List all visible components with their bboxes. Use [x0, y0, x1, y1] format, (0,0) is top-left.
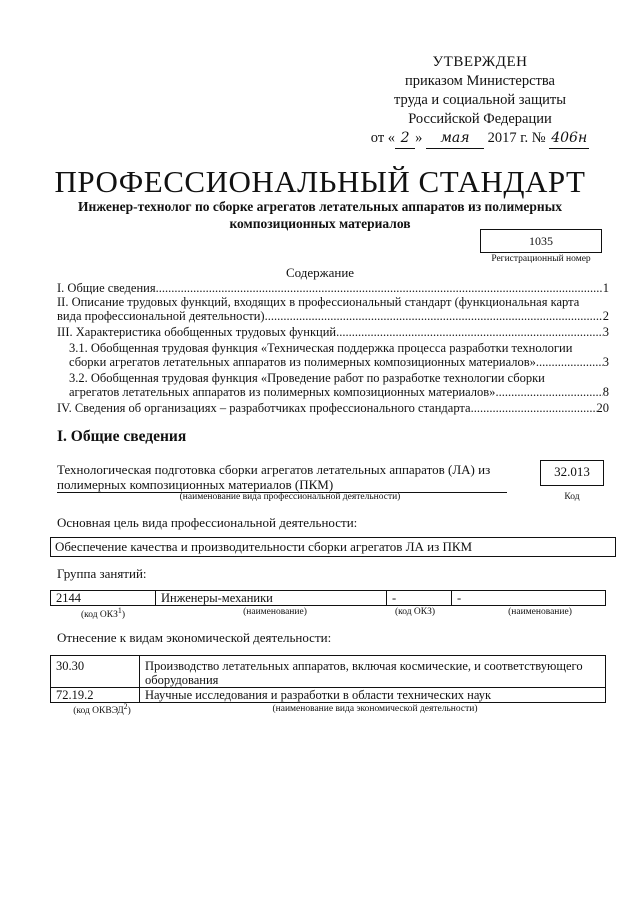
section-title: I. Общие сведения — [57, 428, 187, 445]
okved-label: Отнесение к видам экономической деятельности: — [57, 630, 332, 645]
toc-item-text-line1: 3.2. Обобщенная трудовая функция «Проведение работ по разработке технологии сборки — [69, 371, 545, 385]
toc-item-3-2[interactable] — [69, 371, 609, 399]
table-row — [51, 656, 606, 688]
page-subtitle: Инженер-технолог по сборке агрегатов летательных аппаратов из полимерных композиционных материалов — [78, 199, 562, 231]
toc-item-text: III. Характеристика обобщенных трудовых функций — [57, 325, 337, 339]
activity-code-caption: Код — [564, 492, 580, 502]
okz-code-2: - — [387, 591, 452, 606]
toc-item-4[interactable] — [57, 401, 609, 415]
toc-item-text: вида профессиональной деятельности) — [57, 309, 265, 323]
okved-caption-text: (код ОКВЭД — [73, 706, 124, 717]
okved-code-caption — [52, 702, 152, 716]
toc-heading: Содержание — [285, 265, 355, 280]
okz-code-caption — [58, 606, 148, 620]
okved-name: Научные исследования и разработки в области технических наук — [140, 688, 606, 703]
toc-item-page: 1 — [602, 281, 609, 295]
toc-item-3-1[interactable] — [69, 341, 609, 369]
approval-date-line — [360, 129, 600, 149]
footnote-mark[interactable]: 1 — [117, 606, 122, 615]
toc-item-page: 2 — [602, 309, 609, 323]
okz-caption-end: ) — [121, 610, 126, 621]
okz-name-1: Инженеры-механики — [156, 591, 387, 606]
okved-name: Производство летательных аппаратов, включая космические, и соответствующего оборудования — [140, 656, 606, 688]
toc-item-text: агрегатов летательных аппаратов из полимерных композиционных материалов» — [69, 385, 496, 399]
approval-year: 2017 г. № — [487, 130, 546, 146]
okz-name-2: - — [452, 591, 606, 606]
activity-caption: (наименование вида профессиональной деятельности) — [179, 492, 401, 502]
okved-code: 72.19.2 — [51, 688, 140, 703]
okved-name-caption: (наименование вида экономической деятельности) — [272, 704, 478, 714]
toc-item-1[interactable] — [57, 281, 609, 295]
okved-caption-end: ) — [127, 706, 131, 717]
toc-item-3[interactable] — [57, 325, 609, 339]
occupation-group-table — [50, 590, 606, 606]
approval-title: УТВЕРЖДЕН — [432, 54, 528, 70]
okz-name-caption: (наименование) — [243, 607, 307, 617]
okz-name-caption-2: (наименование) — [508, 607, 572, 617]
toc-item-2[interactable] — [57, 295, 609, 323]
activity-code-box: 32.013 — [540, 460, 604, 486]
goal-label: Основная цель вида профессиональной деятельности: — [57, 515, 358, 530]
okz-code-caption-2: (код ОКЗ) — [394, 607, 436, 617]
date-prefix: от « — [370, 130, 396, 146]
toc-item-text: сборки агрегатов летательных аппаратов из полимерных композиционных материалов» — [69, 355, 536, 369]
goal-value: Обеспечение качества и производительности сборки агрегатов ЛА из ПКМ — [50, 537, 616, 557]
group-label: Группа занятий: — [57, 566, 147, 581]
okved-table — [50, 655, 606, 703]
date-mid: » — [415, 130, 423, 146]
okved-code: 30.30 — [51, 656, 140, 688]
approval-line-3: труда и социальной защиты — [394, 92, 566, 108]
approval-block — [360, 53, 600, 149]
okz-code-1: 2144 — [51, 591, 156, 606]
toc-item-page: 3 — [602, 325, 609, 339]
toc-item-text-line1: 3.1. Обобщенная трудовая функция «Техническая поддержка процесса разработки технологии — [69, 341, 573, 355]
toc-item-page: 3 — [602, 355, 609, 369]
toc-item-page: 20 — [596, 401, 609, 415]
registration-number-label: Регистрационный номер — [491, 254, 591, 264]
approval-number: 406н — [549, 129, 589, 149]
table-row — [51, 688, 606, 703]
toc-item-text: I. Общие сведения — [57, 281, 156, 295]
activity-name: Технологическая подготовка сборки агрегатов летательных аппаратов (ЛА) из полимерных композиционных материалов (ПКМ) — [57, 462, 507, 493]
registration-number-box: 1035 — [480, 229, 602, 253]
toc-item-text: IV. Сведения об организациях – разработчиках профессионального стандарта — [57, 401, 471, 415]
toc-item-page: 8 — [602, 385, 609, 399]
approval-line-2: приказом Министерства — [405, 73, 555, 89]
okz-caption-text: (код ОКЗ — [80, 610, 118, 621]
footnote-mark[interactable]: 2 — [123, 702, 128, 711]
approval-day: 2 — [395, 129, 415, 149]
page-title: ПРОФЕССИОНАЛЬНЫЙ СТАНДАРТ — [54, 164, 586, 199]
approval-month: мая — [426, 129, 484, 149]
approval-line-4: Российской Федерации — [408, 111, 552, 127]
toc-item-text-line1: II. Описание трудовых функций, входящих в профессиональный стандарт (функциональная карта — [57, 295, 580, 309]
